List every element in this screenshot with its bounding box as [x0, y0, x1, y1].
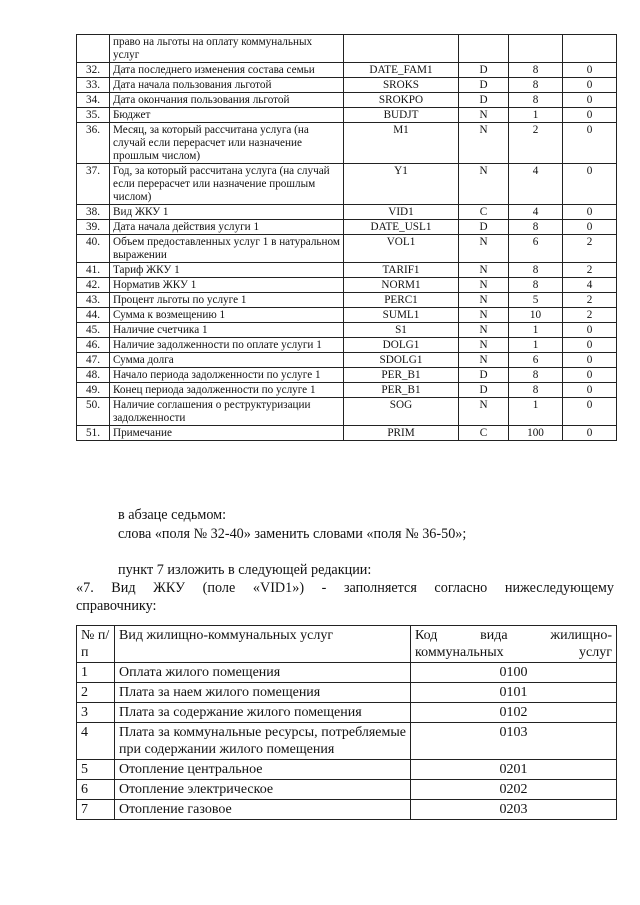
cell-len: 1	[509, 323, 563, 338]
cell-num: 35.	[77, 108, 110, 123]
cell-len: 2	[509, 123, 563, 164]
cell-type	[459, 35, 509, 63]
cell-code: PER_B1	[344, 383, 459, 398]
cell-type: N	[459, 338, 509, 353]
cell-name: Примечание	[110, 426, 344, 441]
table-row	[77, 263, 617, 278]
cell-code: VOL1	[344, 235, 459, 263]
reference-table-body	[77, 626, 617, 820]
cell-num: 43.	[77, 293, 110, 308]
cell-type: N	[459, 278, 509, 293]
fields-table-body	[77, 35, 617, 441]
cell-code: PER_B1	[344, 368, 459, 383]
cell-name: Дата последнего изменения состава семьи	[110, 63, 344, 78]
cell-code: NORM1	[344, 278, 459, 293]
cell-num: 38.	[77, 205, 110, 220]
ref-cell-code: 0102	[411, 703, 617, 723]
cell-dec: 0	[563, 323, 617, 338]
cell-name: Год, за который рассчитана услуга (на случай если перерасчет или назначение прошлым числом)	[110, 164, 344, 205]
cell-dec: 0	[563, 78, 617, 93]
cell-code	[344, 35, 459, 63]
ref-cell-num: 7	[77, 800, 115, 820]
cell-code: VID1	[344, 205, 459, 220]
ref-cell-name: Плата за наем жилого помещения	[115, 683, 411, 703]
cell-type: N	[459, 123, 509, 164]
table-row	[77, 35, 617, 63]
cell-dec: 0	[563, 338, 617, 353]
cell-len: 6	[509, 353, 563, 368]
ref-cell-code: 0201	[411, 760, 617, 780]
reference-table-header	[77, 626, 617, 663]
cell-len: 1	[509, 108, 563, 123]
cell-len: 5	[509, 293, 563, 308]
cell-name: Наличие счетчика 1	[110, 323, 344, 338]
cell-type: C	[459, 426, 509, 441]
cell-code: SROKPO	[344, 93, 459, 108]
ref-cell-num: 1	[77, 663, 115, 683]
table-row	[77, 293, 617, 308]
cell-code: PERC1	[344, 293, 459, 308]
cell-code: DATE_FAM1	[344, 63, 459, 78]
cell-code: S1	[344, 323, 459, 338]
table-row	[77, 338, 617, 353]
cell-num: 37.	[77, 164, 110, 205]
ref-cell-name: Плата за содержание жилого помещения	[115, 703, 411, 723]
table-row	[77, 220, 617, 235]
table-row	[77, 63, 617, 78]
cell-len: 6	[509, 235, 563, 263]
cell-type: D	[459, 383, 509, 398]
cell-dec: 4	[563, 278, 617, 293]
cell-name: Конец периода задолженности по услуге 1	[110, 383, 344, 398]
cell-type: D	[459, 63, 509, 78]
cell-num: 39.	[77, 220, 110, 235]
fields-table	[76, 34, 617, 441]
cell-type: D	[459, 368, 509, 383]
table-row	[77, 398, 617, 426]
paragraph-vid-zhku-line1: «7. Вид ЖКУ (поле «VID1») - заполняется согласно нижеследующему	[76, 580, 614, 596]
cell-num: 48.	[77, 368, 110, 383]
cell-code: TARIF1	[344, 263, 459, 278]
cell-name: Наличие соглашения о реструктуризации задолженности	[110, 398, 344, 426]
cell-dec: 0	[563, 205, 617, 220]
cell-num: 42.	[77, 278, 110, 293]
cell-code: SOG	[344, 398, 459, 426]
cell-code: BUDJT	[344, 108, 459, 123]
cell-type: D	[459, 78, 509, 93]
cell-dec	[563, 35, 617, 63]
ref-cell-num: 5	[77, 760, 115, 780]
list-item	[77, 760, 617, 780]
cell-dec: 0	[563, 164, 617, 205]
list-item	[77, 723, 617, 760]
cell-len: 1	[509, 338, 563, 353]
cell-type: N	[459, 263, 509, 278]
cell-len	[509, 35, 563, 63]
cell-num: 45.	[77, 323, 110, 338]
ref-cell-code: 0101	[411, 683, 617, 703]
ref-cell-code: 0100	[411, 663, 617, 683]
cell-num	[77, 35, 110, 63]
ref-cell-code: 0202	[411, 780, 617, 800]
table-row	[77, 383, 617, 398]
ref-cell-num: 6	[77, 780, 115, 800]
table-row	[77, 78, 617, 93]
cell-name: право на льготы на оплату коммунальных услуг	[110, 35, 344, 63]
list-item	[77, 703, 617, 723]
cell-dec: 0	[563, 108, 617, 123]
paragraph-vid-zhku-line2: справочнику:	[76, 598, 157, 614]
cell-code: PRIM	[344, 426, 459, 441]
cell-code: Y1	[344, 164, 459, 205]
table-row	[77, 278, 617, 293]
cell-name: Процент льготы по услуге 1	[110, 293, 344, 308]
cell-num: 47.	[77, 353, 110, 368]
cell-name: Вид ЖКУ 1	[110, 205, 344, 220]
cell-dec: 0	[563, 93, 617, 108]
list-item	[77, 683, 617, 703]
cell-len: 8	[509, 368, 563, 383]
cell-num: 34.	[77, 93, 110, 108]
paragraph-abzac: в абзаце седьмом:	[118, 507, 227, 523]
cell-type: N	[459, 235, 509, 263]
ref-cell-num: 2	[77, 683, 115, 703]
table-row	[77, 308, 617, 323]
table-row	[77, 164, 617, 205]
ref-cell-name: Отопление газовое	[115, 800, 411, 820]
cell-dec: 2	[563, 263, 617, 278]
cell-len: 8	[509, 263, 563, 278]
header-num: № п/п	[77, 626, 115, 663]
cell-len: 8	[509, 93, 563, 108]
cell-num: 49.	[77, 383, 110, 398]
cell-name: Тариф ЖКУ 1	[110, 263, 344, 278]
cell-len: 10	[509, 308, 563, 323]
table-row	[77, 108, 617, 123]
cell-len: 8	[509, 78, 563, 93]
cell-len: 4	[509, 164, 563, 205]
cell-code: SROKS	[344, 78, 459, 93]
cell-num: 40.	[77, 235, 110, 263]
cell-len: 8	[509, 220, 563, 235]
cell-name: Норматив ЖКУ 1	[110, 278, 344, 293]
cell-code: M1	[344, 123, 459, 164]
table-row	[77, 368, 617, 383]
cell-name: Бюджет	[110, 108, 344, 123]
cell-dec: 0	[563, 398, 617, 426]
cell-type: N	[459, 108, 509, 123]
cell-type: N	[459, 293, 509, 308]
list-item	[77, 663, 617, 683]
cell-dec: 0	[563, 368, 617, 383]
ref-cell-code: 0103	[411, 723, 617, 760]
cell-num: 41.	[77, 263, 110, 278]
cell-len: 8	[509, 278, 563, 293]
cell-type: N	[459, 164, 509, 205]
cell-num: 33.	[77, 78, 110, 93]
paragraph-replace-words: слова «поля № 32-40» заменить словами «поля № 36-50»;	[118, 526, 467, 542]
ref-cell-name: Плата за коммунальные ресурсы, потребляемые при содержании жилого помещения	[115, 723, 411, 760]
cell-dec: 0	[563, 220, 617, 235]
cell-type: D	[459, 93, 509, 108]
table-row	[77, 123, 617, 164]
cell-dec: 0	[563, 383, 617, 398]
paragraph-punkt-7: пункт 7 изложить в следующей редакции:	[118, 562, 372, 578]
cell-len: 8	[509, 383, 563, 398]
cell-num: 46.	[77, 338, 110, 353]
cell-name: Сумма долга	[110, 353, 344, 368]
ref-cell-name: Отопление электрическое	[115, 780, 411, 800]
cell-type: N	[459, 353, 509, 368]
cell-type: N	[459, 323, 509, 338]
cell-code: DATE_USL1	[344, 220, 459, 235]
ref-cell-name: Оплата жилого помещения	[115, 663, 411, 683]
reference-table	[76, 625, 617, 820]
header-code: Код вида жилищно-коммунальных услуг	[411, 626, 617, 663]
cell-dec: 0	[563, 123, 617, 164]
cell-name: Начало периода задолженности по услуге 1	[110, 368, 344, 383]
table-row	[77, 205, 617, 220]
table-row	[77, 426, 617, 441]
cell-code: SUML1	[344, 308, 459, 323]
cell-name: Наличие задолженности по оплате услуги 1	[110, 338, 344, 353]
cell-num: 36.	[77, 123, 110, 164]
cell-type: N	[459, 308, 509, 323]
list-item	[77, 800, 617, 820]
cell-dec: 2	[563, 308, 617, 323]
cell-name: Дата окончания пользования льготой	[110, 93, 344, 108]
header-name: Вид жилищно-коммунальных услуг	[115, 626, 411, 663]
cell-name: Объем предоставленных услуг 1 в натуральном выражении	[110, 235, 344, 263]
cell-name: Дата начала действия услуги 1	[110, 220, 344, 235]
cell-name: Дата начала пользования льготой	[110, 78, 344, 93]
cell-code: DOLG1	[344, 338, 459, 353]
cell-name: Месяц, за который рассчитана услуга (на случай если перерасчет или назначение прошлым числом)	[110, 123, 344, 164]
cell-num: 51.	[77, 426, 110, 441]
cell-dec: 0	[563, 353, 617, 368]
cell-len: 4	[509, 205, 563, 220]
cell-type: N	[459, 398, 509, 426]
cell-dec: 2	[563, 235, 617, 263]
cell-dec: 2	[563, 293, 617, 308]
cell-num: 44.	[77, 308, 110, 323]
cell-len: 1	[509, 398, 563, 426]
cell-num: 32.	[77, 63, 110, 78]
cell-type: C	[459, 205, 509, 220]
cell-dec: 0	[563, 63, 617, 78]
cell-dec: 0	[563, 426, 617, 441]
ref-cell-num: 4	[77, 723, 115, 760]
cell-num: 50.	[77, 398, 110, 426]
cell-len: 8	[509, 63, 563, 78]
table-row	[77, 353, 617, 368]
table-row	[77, 323, 617, 338]
table-row	[77, 93, 617, 108]
cell-len: 100	[509, 426, 563, 441]
table-row	[77, 235, 617, 263]
cell-type: D	[459, 220, 509, 235]
ref-cell-num: 3	[77, 703, 115, 723]
list-item	[77, 780, 617, 800]
cell-code: SDOLG1	[344, 353, 459, 368]
ref-cell-code: 0203	[411, 800, 617, 820]
cell-name: Сумма к возмещению 1	[110, 308, 344, 323]
ref-cell-name: Отопление центральное	[115, 760, 411, 780]
